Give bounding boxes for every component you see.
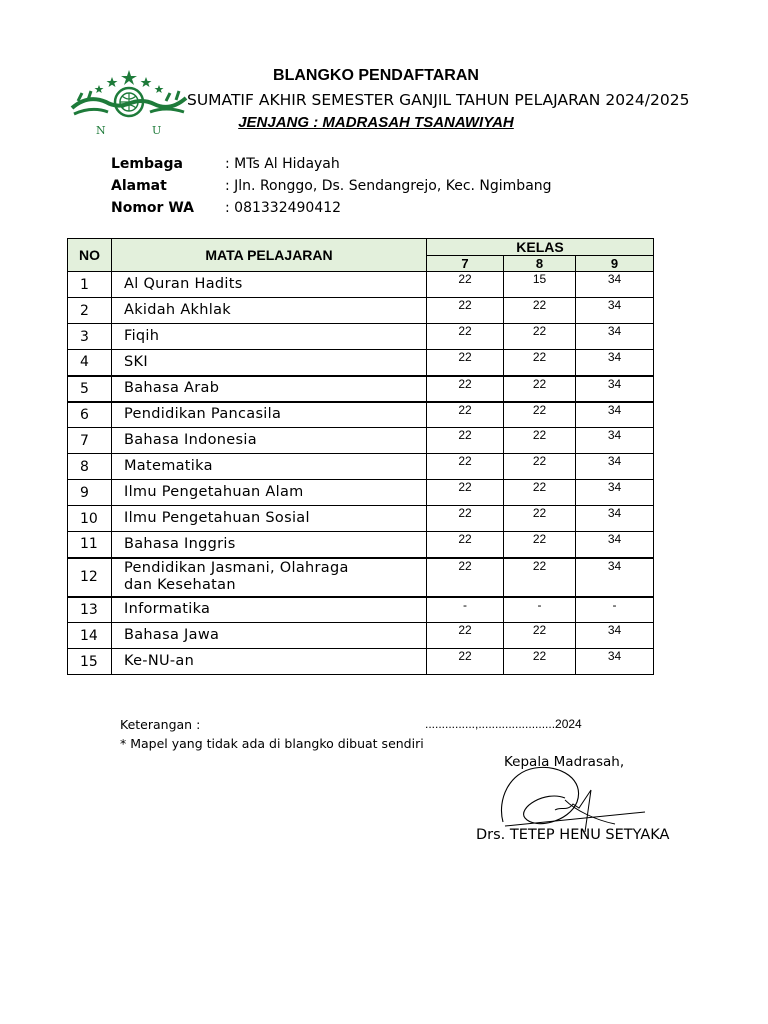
row-number: 14 [68,623,112,649]
row-kelas-9: 34 [576,558,654,597]
row-kelas-7: 22 [427,506,504,532]
header-no: NO [68,239,112,272]
row-subject: Bahasa Jawa [112,623,427,649]
row-kelas-9: 34 [576,428,654,454]
table-row [68,506,654,532]
row-kelas-8: 22 [504,428,576,454]
row-subject: Matematika [112,454,427,480]
row-subject: SKI [112,350,427,376]
row-kelas-8: 22 [504,454,576,480]
info-value: : MTs Al Hidayah [225,156,340,172]
row-kelas-9: 34 [576,454,654,480]
row-subject: Bahasa Inggris [112,532,427,558]
info-label: Lembaga [111,156,183,172]
row-kelas-9: 34 [576,480,654,506]
table-row [68,272,654,298]
header-kelas-9: 9 [576,256,654,272]
row-number: 5 [68,376,112,402]
row-subject: Bahasa Indonesia [112,428,427,454]
row-kelas-7: 22 [427,428,504,454]
info-value: : 081332490412 [225,200,342,216]
row-number: 9 [68,480,112,506]
row-subject-line-1: Pendidikan Jasmani, Olahraga [124,560,349,576]
header-subject: MATA PELAJARAN [112,239,427,272]
row-kelas-9: 34 [576,376,654,402]
info-label: Alamat [111,178,167,194]
table-row [68,324,654,350]
row-kelas-7: 22 [427,454,504,480]
row-kelas-7: - [427,597,504,623]
logo-letter-n: N [96,124,106,137]
note-label: Keterangan : [120,717,201,732]
table-row [68,376,654,402]
table-row [68,597,654,623]
row-number: 6 [68,402,112,428]
row-number: 12 [68,558,112,597]
row-kelas-9: 34 [576,506,654,532]
form-level: JENJANG : MADRASAH TSANAWIYAH [238,114,514,131]
row-kelas-8: 22 [504,298,576,324]
row-kelas-7: 22 [427,532,504,558]
info-value: : Jln. Ronggo, Ds. Sendangrejo, Kec. Ngimbang [225,178,552,194]
row-kelas-9: - [576,597,654,623]
row-kelas-7: 22 [427,272,504,298]
row-kelas-7: 22 [427,298,504,324]
row-number: 7 [68,428,112,454]
note-text: * Mapel yang tidak ada di blangko dibuat sendiri [120,736,424,751]
table-row [68,454,654,480]
row-kelas-8: 22 [504,558,576,597]
table-row [68,298,654,324]
date-line: ...............,.......................2024 [425,717,582,731]
row-kelas-8: 22 [504,532,576,558]
row-number: 1 [68,272,112,298]
table-row [68,428,654,454]
table-row [68,480,654,506]
row-number: 11 [68,532,112,558]
row-kelas-8: 22 [504,376,576,402]
row-kelas-9: 34 [576,324,654,350]
form-subtitle: SUMATIF AKHIR SEMESTER GANJIL TAHUN PELAJARAN 2024/2025 [187,91,690,109]
row-subject: Informatika [112,597,427,623]
row-kelas-9: 34 [576,649,654,675]
row-subject [112,558,427,597]
row-subject: Ke-NU-an [112,649,427,675]
row-kelas-9: 34 [576,298,654,324]
row-kelas-8: - [504,597,576,623]
header-kelas-8: 8 [504,256,576,272]
row-number: 13 [68,597,112,623]
row-kelas-9: 34 [576,532,654,558]
row-number: 10 [68,506,112,532]
table-row [68,350,654,376]
row-kelas-7: 22 [427,623,504,649]
row-subject: Fiqih [112,324,427,350]
row-kelas-7: 22 [427,558,504,597]
row-kelas-7: 22 [427,350,504,376]
subject-table [67,238,654,675]
header-kelas: KELAS [427,239,654,256]
row-subject: Bahasa Arab [112,376,427,402]
row-kelas-8: 15 [504,272,576,298]
row-number: 2 [68,298,112,324]
row-number: 3 [68,324,112,350]
row-number: 8 [68,454,112,480]
row-kelas-7: 22 [427,649,504,675]
header-kelas-7: 7 [427,256,504,272]
row-kelas-8: 22 [504,402,576,428]
row-kelas-9: 34 [576,272,654,298]
row-subject: Pendidikan Pancasila [112,402,427,428]
info-label: Nomor WA [111,200,194,216]
row-subject-line-2: dan Kesehatan [124,577,236,593]
row-subject: Ilmu Pengetahuan Alam [112,480,427,506]
table-row [68,649,654,675]
row-kelas-8: 22 [504,324,576,350]
row-subject: Al Quran Hadits [112,272,427,298]
row-kelas-8: 22 [504,506,576,532]
form-title: BLANGKO PENDAFTARAN [273,67,479,84]
row-kelas-9: 34 [576,623,654,649]
row-kelas-7: 22 [427,480,504,506]
row-kelas-9: 34 [576,350,654,376]
row-subject: Ilmu Pengetahuan Sosial [112,506,427,532]
row-kelas-8: 22 [504,480,576,506]
table-row [68,623,654,649]
row-kelas-8: 22 [504,623,576,649]
row-kelas-7: 22 [427,402,504,428]
row-number: 4 [68,350,112,376]
row-subject: Akidah Akhlak [112,298,427,324]
signer-name: Drs. TETEP HENU SETYAKA [476,827,670,843]
head-title: Kepala Madrasah, [504,754,625,770]
row-kelas-8: 22 [504,350,576,376]
row-kelas-9: 34 [576,402,654,428]
row-kelas-7: 22 [427,376,504,402]
row-kelas-7: 22 [427,324,504,350]
table-row [68,532,654,558]
table-row [68,402,654,428]
table-row [68,558,654,597]
row-kelas-8: 22 [504,649,576,675]
logo-letter-u: U [152,124,162,137]
row-number: 15 [68,649,112,675]
